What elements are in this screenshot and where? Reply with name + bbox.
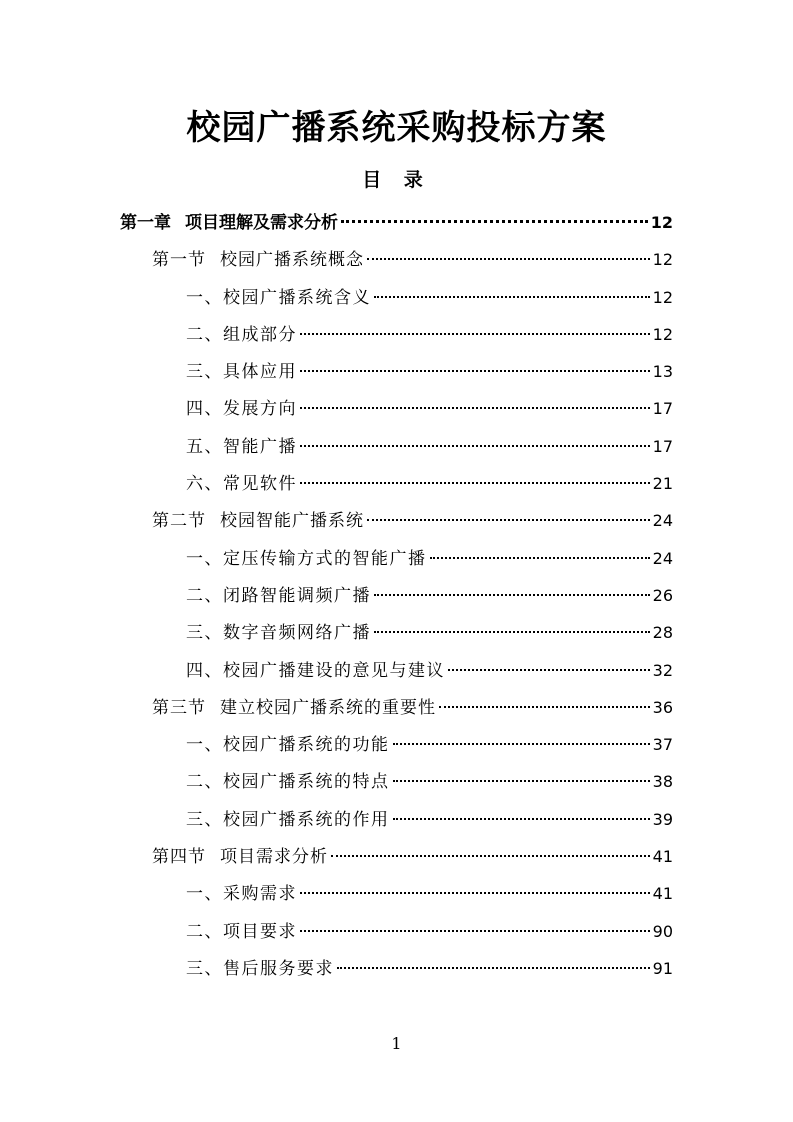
toc-entry-text: 六、常见软件	[186, 474, 297, 495]
toc-entry-number: 第三节	[152, 697, 206, 718]
toc-leader-dots	[374, 631, 650, 633]
toc-entry[interactable]	[186, 428, 673, 465]
toc-page-number: 12	[652, 324, 673, 344]
toc-entry[interactable]	[186, 726, 673, 763]
toc-leader-dots	[367, 519, 650, 521]
toc-entry-title	[186, 429, 297, 466]
toc-entry-text: 二、组成部分	[186, 324, 297, 345]
toc-entry-title	[152, 839, 328, 876]
toc-entry-title	[152, 503, 364, 540]
toc-entry[interactable]	[186, 465, 673, 502]
toc-page-number: 17	[652, 399, 673, 419]
toc-entry-text: 建立校园广播系统的重要性	[220, 697, 436, 718]
toc-entry-title	[186, 764, 390, 801]
toc-page-number: 36	[652, 697, 673, 717]
toc-entry-number: 第一章	[120, 213, 171, 233]
toc-page-number: 12	[650, 213, 673, 232]
toc-page-number: 21	[652, 474, 673, 494]
toc-page-number: 17	[652, 436, 673, 456]
toc-entry-text: 三、售后服务要求	[186, 958, 334, 979]
page-number: 1	[391, 1034, 402, 1053]
toc-leader-dots	[331, 855, 650, 857]
toc-leader-dots	[300, 333, 650, 335]
toc-entry-title	[186, 578, 371, 615]
toc-entry-text: 项目理解及需求分析	[185, 213, 338, 233]
toc-entry-text: 三、具体应用	[186, 362, 297, 383]
toc-entry[interactable]	[152, 502, 673, 539]
toc-entry[interactable]	[186, 577, 673, 614]
toc-leader-dots	[448, 669, 650, 671]
toc-entry-title	[186, 317, 297, 354]
toc-leader-dots	[439, 706, 650, 708]
toc-page-number: 24	[652, 548, 673, 568]
toc-entry-number: 第一节	[152, 250, 206, 271]
toc-entry[interactable]	[152, 241, 673, 278]
toc-leader-dots	[300, 482, 650, 484]
toc-entry-text: 一、定压传输方式的智能广播	[186, 548, 427, 569]
toc-page-number: 12	[652, 287, 673, 307]
toc-leader-dots	[393, 780, 650, 782]
table-of-contents	[0, 204, 793, 987]
toc-entry-text: 校园智能广播系统	[220, 511, 364, 532]
document-title: 校园广播系统采购投标方案	[186, 108, 607, 148]
toc-leader-dots	[393, 818, 650, 820]
toc-entry-text: 一、校园广播系统含义	[186, 287, 371, 308]
toc-leader-dots	[300, 445, 650, 447]
toc-leader-dots	[374, 296, 650, 298]
toc-entry-title	[186, 466, 297, 503]
toc-entry-text: 校园广播系统概念	[220, 250, 364, 271]
toc-entry-title	[186, 615, 371, 652]
toc-entry-number: 第四节	[152, 847, 206, 868]
toc-entry-title	[120, 205, 338, 242]
toc-entry-title	[186, 391, 297, 428]
toc-page-number: 90	[652, 921, 673, 941]
toc-page-number: 37	[652, 735, 673, 755]
toc-entry-title	[186, 876, 297, 913]
toc-entry-title	[186, 541, 427, 578]
toc-entry-title	[186, 354, 297, 391]
toc-entry-title	[186, 727, 390, 764]
toc-heading: 目 录	[362, 169, 431, 191]
toc-page-number: 91	[652, 958, 673, 978]
toc-leader-dots	[367, 258, 650, 260]
toc-leader-dots	[430, 557, 650, 559]
toc-page-number: 13	[652, 362, 673, 382]
toc-entry-title	[186, 951, 334, 988]
toc-entry-title	[186, 653, 445, 690]
toc-entry[interactable]	[186, 316, 673, 353]
toc-entry-title	[152, 690, 436, 727]
toc-leader-dots	[300, 370, 650, 372]
toc-entry-text: 五、智能广播	[186, 436, 297, 457]
toc-entry[interactable]	[186, 801, 673, 838]
toc-leader-dots	[374, 594, 650, 596]
toc-entry-text: 四、校园广播建设的意见与建议	[186, 660, 445, 681]
toc-entry-text: 二、闭路智能调频广播	[186, 585, 371, 606]
toc-page-number: 26	[652, 585, 673, 605]
toc-entry-number: 第二节	[152, 511, 206, 532]
toc-leader-dots	[393, 743, 650, 745]
toc-entry[interactable]	[186, 279, 673, 316]
toc-entry-text: 一、采购需求	[186, 884, 297, 905]
toc-entry[interactable]	[120, 204, 673, 241]
toc-entry[interactable]	[186, 875, 673, 912]
toc-page-number: 32	[652, 660, 673, 680]
toc-entry[interactable]	[186, 614, 673, 651]
toc-leader-dots	[300, 407, 650, 409]
toc-entry-title	[152, 242, 364, 279]
toc-leader-dots	[341, 220, 648, 223]
toc-page-number: 12	[652, 250, 673, 270]
toc-page-number: 41	[652, 884, 673, 904]
toc-entry-text: 二、项目要求	[186, 921, 297, 942]
toc-entry[interactable]	[186, 652, 673, 689]
toc-entry-title	[186, 280, 371, 317]
toc-entry-title	[186, 914, 297, 951]
toc-entry[interactable]	[152, 689, 673, 726]
toc-leader-dots	[337, 967, 650, 969]
toc-entry-text: 三、校园广播系统的作用	[186, 809, 390, 830]
toc-entry-text: 三、数字音频网络广播	[186, 623, 371, 644]
toc-entry[interactable]	[186, 950, 673, 987]
toc-entry-title	[186, 802, 390, 839]
toc-entry[interactable]	[152, 838, 673, 875]
toc-leader-dots	[300, 930, 650, 932]
toc-entry[interactable]	[186, 540, 673, 577]
toc-leader-dots	[300, 892, 650, 894]
toc-entry-text: 一、校园广播系统的功能	[186, 735, 390, 756]
toc-page-number: 41	[652, 847, 673, 867]
toc-page-number: 38	[652, 772, 673, 792]
toc-entry-text: 四、发展方向	[186, 399, 297, 420]
toc-page-number: 28	[652, 623, 673, 643]
toc-entry[interactable]	[186, 353, 673, 390]
toc-entry[interactable]	[186, 763, 673, 800]
toc-entry[interactable]	[186, 390, 673, 427]
toc-entry[interactable]	[186, 913, 673, 950]
toc-page-number: 39	[652, 809, 673, 829]
toc-page-number: 24	[652, 511, 673, 531]
toc-entry-text: 二、校园广播系统的特点	[186, 772, 390, 793]
toc-entry-text: 项目需求分析	[220, 847, 328, 868]
